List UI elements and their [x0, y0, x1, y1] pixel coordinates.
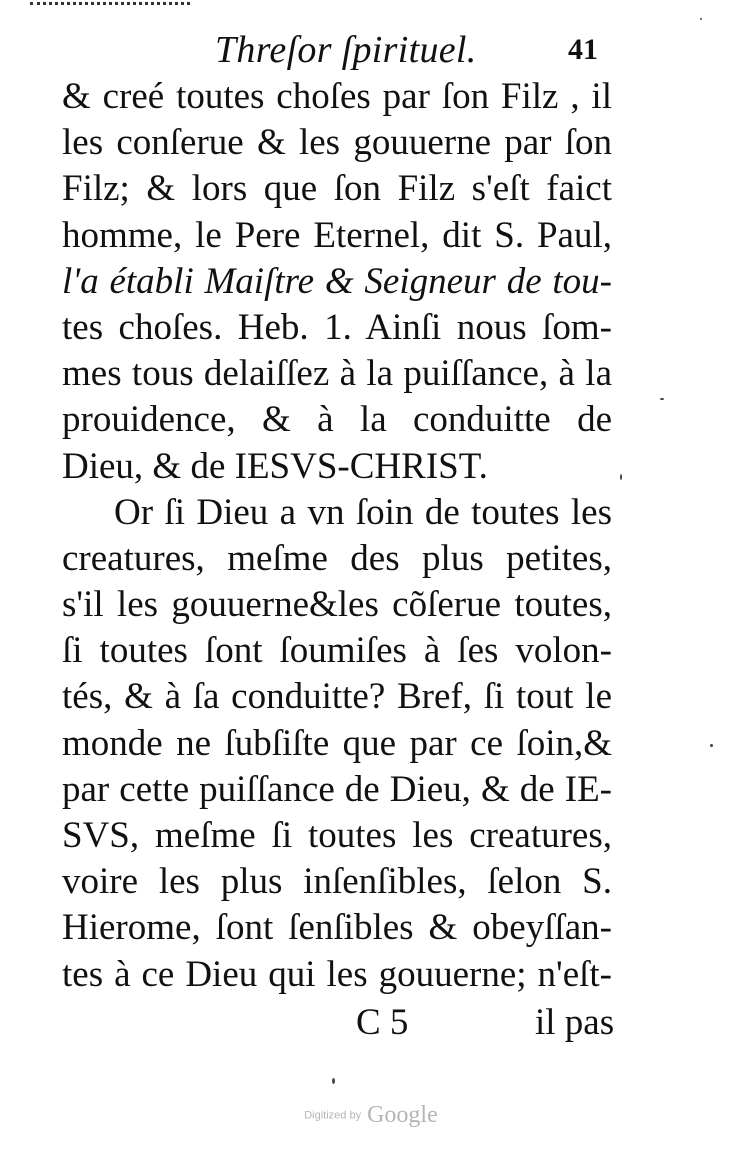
text-line: tés, & à ſa conduitte? Bref, ſi tout le	[62, 676, 612, 718]
text-line: SVS, meſme ſi toutes les creatures,	[62, 815, 612, 856]
ink-speck	[660, 398, 664, 400]
text-line: prouidence, & à la conduitte de	[62, 399, 612, 441]
ink-speck	[700, 18, 702, 20]
text-line: monde ne ſubſiſte que par ce ſoin,&	[62, 722, 612, 764]
ink-speck	[620, 474, 622, 480]
text-line: Filz; & lors que ſon Filz s'eſt faict	[62, 168, 612, 210]
top-edge-rule	[30, 2, 190, 5]
google-logo: Google	[367, 1102, 438, 1128]
catchword: il pas	[535, 1002, 615, 1043]
text-line: tes choſes. Heb. 1. Ainſi nous ſom-	[62, 306, 612, 348]
text-line-paragraph-start: Or ſi Dieu a vn ſoin de toutes les	[114, 491, 612, 533]
text-line: s'il les gouuerne&les cõſerue toutes,	[62, 584, 612, 626]
signature-line	[0, 1000, 742, 1046]
body-text	[62, 74, 612, 998]
page-number: 41	[568, 33, 598, 66]
watermark-prefix: Digitized by	[304, 1109, 362, 1122]
text-line: voire les plus inſenſibles, ſelon S.	[62, 861, 612, 903]
text-line: mes tous delaiſſez à la puiſſance, à la	[62, 353, 612, 395]
text-line: l'a établi Maiſtre & Seigneur de tou-	[62, 260, 612, 302]
text-line: creatures, meſme des plus petites,	[62, 537, 612, 579]
text-line: homme, le Pere Eternel, dit S. Paul,	[62, 214, 612, 256]
text-line: ſi toutes ſont ſoumiſes à ſes volon-	[62, 630, 612, 672]
text-line: & creé toutes choſes par ſon Filz , il	[62, 76, 612, 117]
ink-speck	[332, 1078, 335, 1084]
text-line: les conſerue & les gouuerne par ſon	[62, 122, 612, 164]
text-line: par cette puiſſance de Dieu, & de IE-	[62, 768, 612, 810]
running-head-title: Threſor ſpirituel.	[215, 29, 477, 71]
ink-speck	[710, 744, 713, 747]
text-line: tes à ce Dieu qui les gouuerne; n'eſt-	[62, 953, 612, 995]
text-line: Hierome, ſont ſenſibles & obeyſſan-	[62, 907, 612, 949]
digitization-watermark	[0, 1102, 742, 1129]
text-line: Dieu, & de IESVS-CHRIST.	[62, 445, 488, 487]
signature-mark: C 5	[356, 1002, 409, 1043]
running-head	[0, 28, 742, 72]
